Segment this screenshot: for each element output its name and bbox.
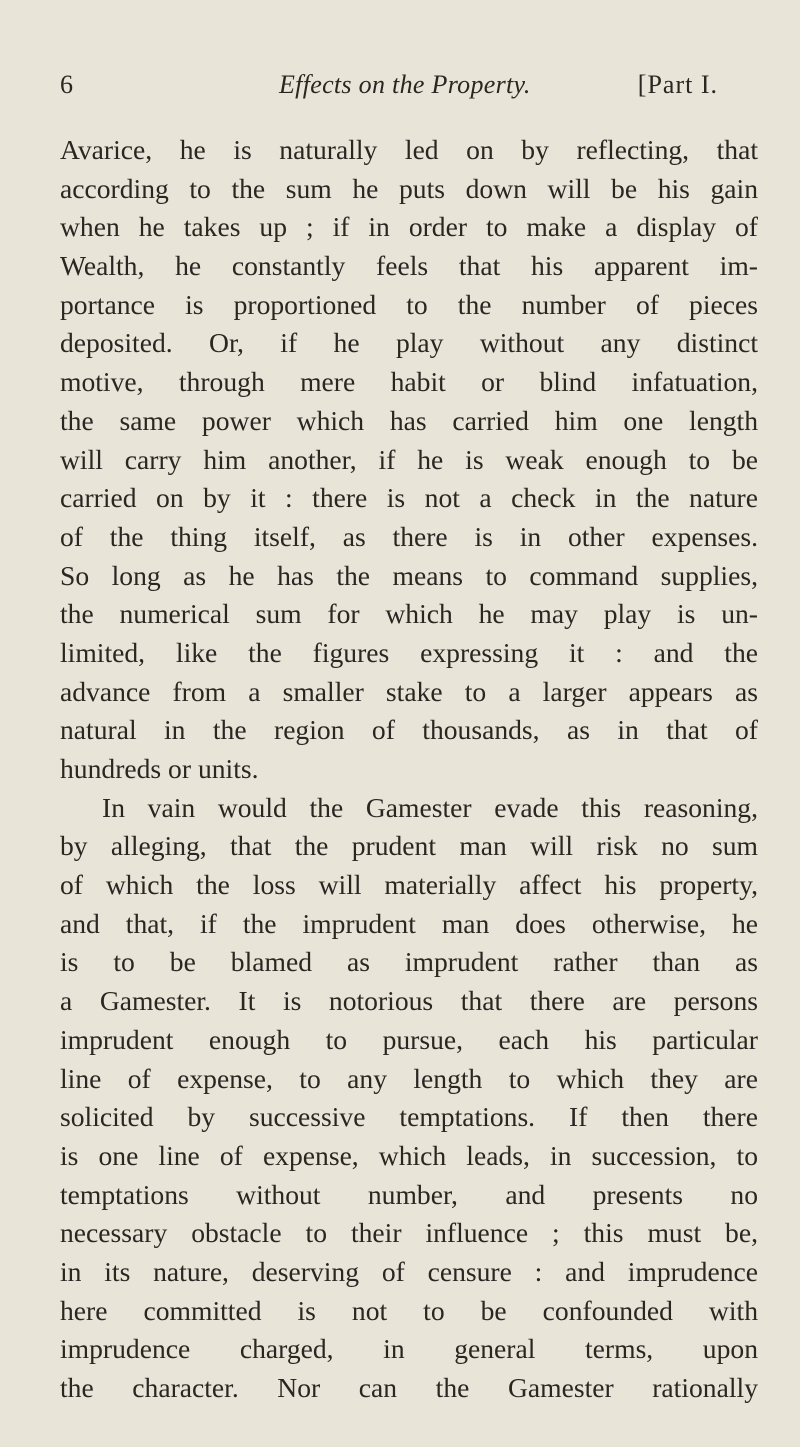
text-line: the same power which has carried him one length [60, 404, 758, 436]
text-line: is one line of expense, which leads, in succession, to [60, 1139, 758, 1171]
text-line: by alleging, that the prudent man will risk no sum [60, 830, 758, 862]
text-line: line of expense, to any length to which they are [60, 1062, 758, 1094]
text-line: portance is proportioned to the number of pieces [60, 288, 758, 320]
text-line: when he takes up ; if in order to make a display of [60, 211, 758, 243]
running-head [60, 60, 758, 100]
text-line: imprudence charged, in general terms, upon [60, 1333, 758, 1365]
body-text [60, 131, 758, 1408]
text-line: will carry him another, if he is weak enough to be [60, 443, 758, 475]
part-label: [Part I. [637, 70, 718, 99]
text-line: Avarice, he is naturally led on by reflecting, that [60, 134, 758, 165]
text-line: is to be blamed as imprudent rather than as [60, 946, 758, 978]
text-line: of which the loss will materially affect his property, [60, 869, 758, 901]
text-line: temptations without number, and presents no [60, 1178, 758, 1210]
text-line: of the thing itself, as there is in other expenses. [60, 520, 758, 552]
text-line: solicited by successive temptations. If then there [60, 1101, 758, 1133]
text-line: In vain would the Gamester evade this reasoning, [102, 791, 758, 823]
text-line: advance from a smaller stake to a larger appears as [60, 675, 758, 707]
text-line: the numerical sum for which he may play is un- [60, 598, 758, 630]
running-title: Effects on the Property. [279, 70, 531, 99]
text-line: limited, like the figures expressing it : and the [60, 636, 758, 668]
text-line: So long as he has the means to command supplies, [60, 559, 758, 591]
text-line: the character. Nor can the Gamester rationally [60, 1372, 758, 1403]
text-line: according to the sum he puts down will be his gain [60, 172, 758, 204]
text-line: imprudent enough to pursue, each his particular [60, 1023, 758, 1055]
text-line: in its nature, deserving of censure : and imprudence [60, 1255, 758, 1287]
text-line: and that, if the imprudent man does otherwise, he [60, 907, 758, 939]
text-line: hundreds or units. [60, 753, 259, 784]
page-number: 6 [60, 70, 73, 99]
text-line: here committed is not to be confounded with [60, 1294, 758, 1326]
text-line: Wealth, he constantly feels that his apparent im- [60, 250, 758, 282]
text-line: a Gamester. It is notorious that there are persons [60, 985, 758, 1017]
text-line: natural in the region of thousands, as in that of [60, 714, 758, 746]
text-line: carried on by it : there is not a check in the nature [60, 482, 758, 514]
text-line: necessary obstacle to their influence ; this must be, [60, 1217, 758, 1249]
text-line: motive, through mere habit or blind infatuation, [60, 366, 758, 398]
text-line: deposited. Or, if he play without any distinct [60, 327, 758, 359]
